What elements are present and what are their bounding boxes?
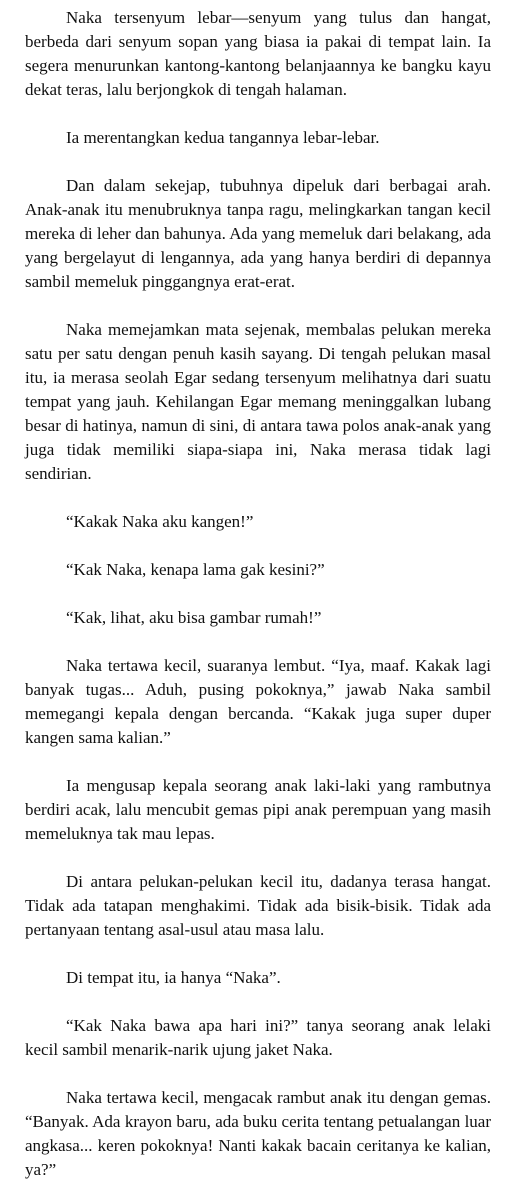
dialogue-line: “Kak, lihat, aku bisa gambar rumah!” [66, 608, 322, 627]
paragraph: Dan dalam sekejap, tubuhnya dipeluk dari berbagai arah. Anak-anak itu menubruknya tanpa ragu, melingkarkan tangan kecil mereka di leher dan bahunya. Ada yang memeluk dari belakang, ada yang bergelayut di lengannya, ada yang hanya berdiri di depannya sambil memeluk pinggangnya erat-erat. [25, 176, 491, 291]
paragraph: Ia mengusap kepala seorang anak laki-laki yang rambutnya berdiri acak, lalu mencubit gemas pipi anak perempuan yang masih memeluknya tak mau lepas. [25, 776, 491, 843]
paragraph: Di antara pelukan-pelukan kecil itu, dadanya terasa hangat. Tidak ada tatapan menghakimi. Tidak ada bisik-bisik. Tidak ada pertanyaan tentang asal-usul atau masa lalu. [25, 872, 491, 939]
paragraph: Naka tersenyum lebar—senyum yang tulus dan hangat, berbeda dari senyum sopan yang biasa ia pakai di tempat lain. Ia segera menurunkan kantong-kantong belanjaannya ke bangku kayu dekat teras, lalu berjongkok di tengah halaman. [25, 8, 491, 99]
dialogue-line: “Kak Naka, kenapa lama gak kesini?” [66, 560, 325, 579]
paragraph: Naka memejamkan mata sejenak, membalas pelukan mereka satu per satu dengan penuh kasih sayang. Di tengah pelukan masal itu, ia merasa seolah Egar sedang tersenyum melihatnya dari suatu tempat yang jauh. Kehilangan Egar memang meninggalkan lubang besar di hatinya, namun di sini, di antara tawa polos anak-anak yang juga tidak memiliki siapa-siapa ini, Naka merasa tidak lagi sendirian. [25, 320, 491, 483]
paragraph: Ia merentangkan kedua tangannya lebar-lebar. [66, 128, 380, 147]
dialogue-line: “Kakak Naka aku kangen!” [66, 512, 254, 531]
paragraph: Naka tertawa kecil, mengacak rambut anak itu dengan gemas. “Banyak. Ada krayon baru, ada buku cerita tentang petualangan luar angkasa... keren pokoknya! Nanti kakak bacain ceritanya ke kalian, ya?” [25, 1088, 491, 1179]
paragraph: Di tempat itu, ia hanya “Naka”. [66, 968, 281, 987]
paragraph: “Kak Naka bawa apa hari ini?” tanya seorang anak lelaki kecil sambil menarik-narik ujung jaket Naka. [25, 1016, 491, 1059]
paragraph: Naka tertawa kecil, suaranya lembut. “Iya, maaf. Kakak lagi banyak tugas... Aduh, pusing pokoknya,” jawab Naka sambil memegangi kepala dengan bercanda. “Kakak juga super duper kangen sama kalian.” [25, 656, 491, 747]
